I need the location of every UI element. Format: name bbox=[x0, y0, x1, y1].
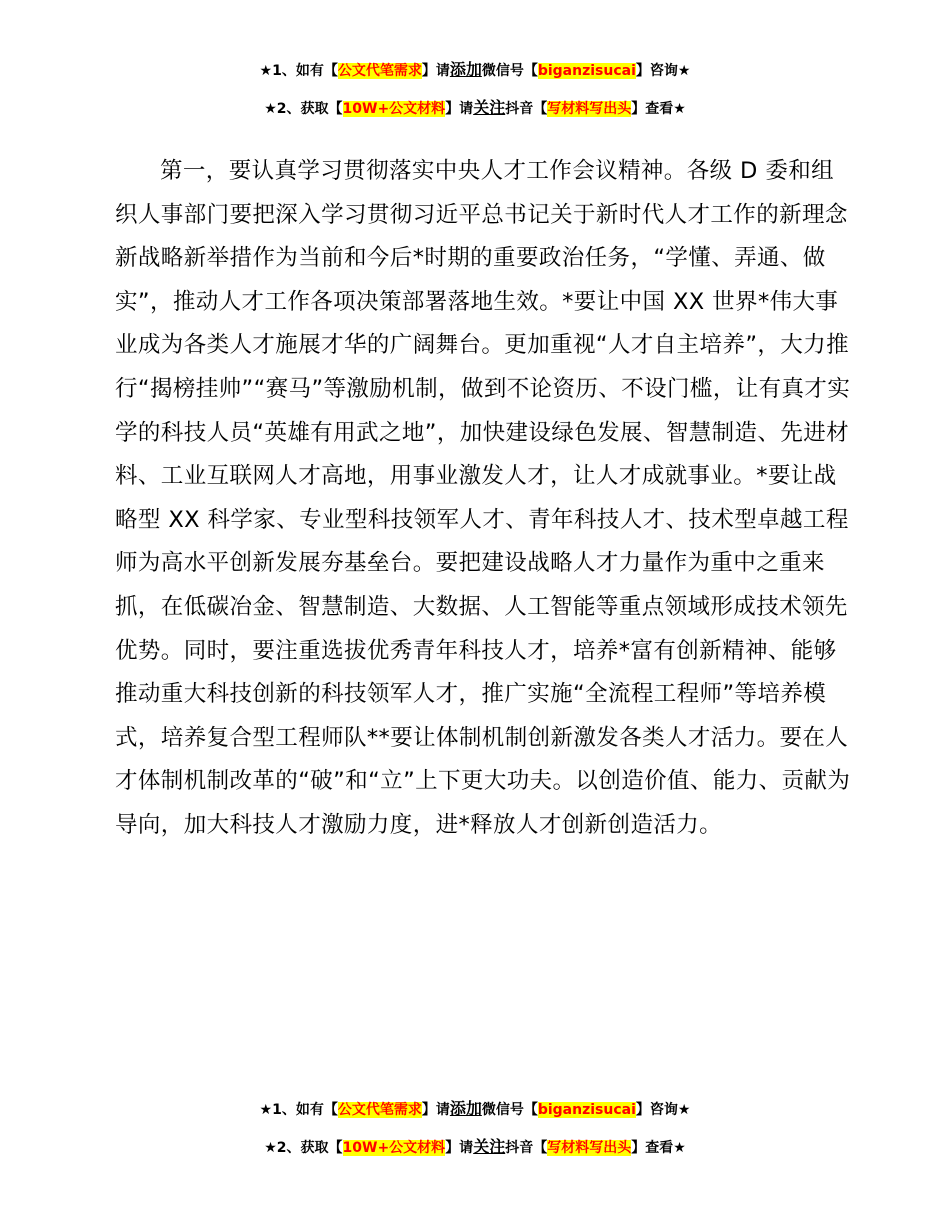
ad-line-2-prefix: ★2、获取【 bbox=[264, 101, 343, 117]
ad-line-1-prefix: ★1、如有【 bbox=[259, 1102, 338, 1118]
ad-line-2-text-2: 抖音【 bbox=[505, 1140, 548, 1156]
body-paragraph: 第一，要认真学习贯彻落实中央人才工作会议精神。各级 D 委和组织人事部门要把深入学习贯彻习近平总书记关于新时代人才工作的新理念新战略新举措作为当前和今后*时期的重要政治任务，“学懂、弄通、做实”，推动人才工作各项决策部署落地生效。*要让中国 XX 世界*伟大事业成为各类人才施展才华的广阔舞台。更加重视“人才自主培养”，大力推行“揭榜挂帅”“赛马”等激励机制，做到不论资历、不设门槛，让有真才实学的科技人员“英雄有用武之地”，加快建设绿色发展、智慧制造、先进材料、工业互联网人才高地，用事业激发人才，让人才成就事业。*要让战略型 XX 科学家、专业型科技领军人才、青年科技人才、技术型卓越工程师为高水平创新发展夯基垒台。要把建设战略人才力量作为重中之重来抓，在低碳冶金、智慧制造、大数据、人工智能等重点领域形成技术领先优势。同时，要注重选拔优秀青年科技人才，培养*富有创新精神、能够推动重大科技创新的科技领军人才，推广实施“全流程工程师”等培养模式，培养复合型工程师队**要让体制机制创新激发各类人才活力。要在人才体制机制改革的“破”和“立”上下更大功夫。以创造价值、能力、贡献为导向，加大科技人才激励力度，进*释放人才创新创造活力。 bbox=[115, 158, 851, 838]
ad-line-2-prefix: ★2、获取【 bbox=[264, 1140, 343, 1156]
ad-underlined-add: 添加 bbox=[449, 60, 482, 79]
ad-highlight-service: 公文代笔需求 bbox=[337, 1102, 422, 1118]
ad-line-2-text: 】请 bbox=[445, 101, 474, 117]
ad-underlined-add: 添加 bbox=[449, 1099, 482, 1118]
ad-line-1-text-2: 微信号【 bbox=[481, 1102, 538, 1118]
ad-highlight-wechat-id: biganzisucai bbox=[537, 1102, 636, 1118]
ad-line-2-text-2: 抖音【 bbox=[505, 101, 548, 117]
ad-line-1-text: 】请 bbox=[421, 1102, 450, 1118]
ad-line-1-text: 】请 bbox=[421, 63, 450, 79]
header-ad-line-1 bbox=[0, 60, 950, 81]
ad-line-1-text-2: 微信号【 bbox=[481, 63, 538, 79]
ad-highlight-materials: 10W+公文材料 bbox=[342, 1140, 446, 1156]
ad-line-1-suffix: 】咨询★ bbox=[635, 1102, 691, 1118]
document-body bbox=[115, 150, 855, 848]
ad-highlight-douyin-account: 写材料写出头 bbox=[547, 101, 632, 117]
footer-ad-line-2 bbox=[0, 1137, 950, 1158]
ad-highlight-douyin-account: 写材料写出头 bbox=[547, 1140, 632, 1156]
ad-highlight-materials: 10W+公文材料 bbox=[342, 101, 446, 117]
ad-underlined-follow: 关注 bbox=[473, 1137, 506, 1156]
ad-line-2-text: 】请 bbox=[445, 1140, 474, 1156]
ad-highlight-wechat-id: biganzisucai bbox=[537, 63, 636, 79]
ad-line-2-suffix: 】查看★ bbox=[631, 101, 686, 117]
ad-underlined-follow: 关注 bbox=[473, 98, 506, 117]
footer-ad-line-1 bbox=[0, 1099, 950, 1120]
ad-line-2-suffix: 】查看★ bbox=[631, 1140, 686, 1156]
ad-line-1-suffix: 】咨询★ bbox=[635, 63, 691, 79]
header-ad-line-2 bbox=[0, 98, 950, 119]
ad-highlight-service: 公文代笔需求 bbox=[337, 63, 422, 79]
ad-line-1-prefix: ★1、如有【 bbox=[259, 63, 338, 79]
